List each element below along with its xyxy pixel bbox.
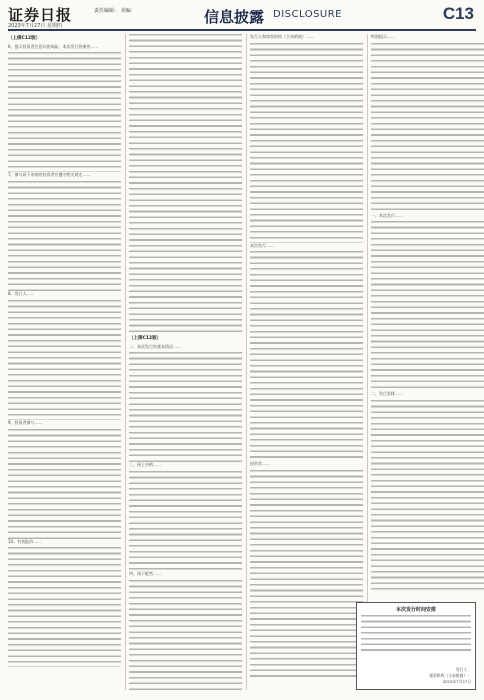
notice-title: 本次发行时间安排	[395, 607, 436, 613]
text-block	[250, 43, 363, 243]
paragraph: 一、本次发行……	[371, 212, 403, 218]
issue-date: 2023年7月27日 星期四	[8, 23, 62, 29]
text-block	[8, 181, 121, 291]
underwriter-line: 保荐机构（主承销商）：	[429, 673, 471, 678]
notice-date: 2023年7月27日	[442, 679, 471, 684]
article-column-1	[8, 34, 121, 690]
paragraph: 二、发行安排……	[371, 391, 403, 397]
paragraph: 7、参与网下申购的投资者应遵守相关规定……	[8, 172, 91, 178]
text-block	[250, 251, 363, 461]
paragraph: 10、有效报价……	[8, 538, 42, 544]
paragraph: 8、发行人……	[8, 291, 35, 297]
text-block	[8, 547, 121, 667]
paragraph: 发行人和保荐机构（主承销商）……	[250, 34, 314, 39]
paragraph: 本次发行……	[250, 242, 274, 248]
article-column-4	[371, 34, 484, 594]
text-block	[129, 580, 242, 690]
text-block	[8, 52, 121, 172]
column-divider	[246, 34, 247, 690]
column-heading: （上接C12版）	[8, 36, 41, 41]
notice-signature	[429, 667, 471, 685]
paragraph: 6、提示投资者注意认购风险。本次发行的债券……	[8, 43, 99, 49]
paragraph: 二、本次发行的基本情况……	[129, 343, 181, 349]
article-columns	[8, 34, 476, 690]
section-title-en: DISCLOSURE	[273, 9, 342, 20]
column-divider	[367, 34, 368, 690]
newspaper-logo: 证券日报	[8, 6, 73, 24]
issuer-line: 发行人：	[455, 667, 471, 672]
paragraph: 特别提示……	[371, 34, 395, 39]
text-block	[250, 470, 363, 680]
article-column-3	[250, 34, 363, 690]
paragraph: 三、网上申购……	[129, 462, 161, 468]
article-column-2	[129, 34, 242, 690]
column-heading: （上接C12版）	[129, 336, 162, 341]
text-block	[371, 43, 484, 213]
text-block	[371, 400, 484, 590]
paragraph: 9、投资者参与……	[8, 419, 43, 425]
paragraph: 投资者……	[250, 461, 270, 467]
column-divider	[125, 34, 126, 690]
section-title: 信息披露	[204, 8, 265, 26]
paragraph: 四、网下配售……	[129, 571, 161, 577]
text-block	[371, 221, 484, 391]
text-block	[129, 34, 242, 334]
notice-table-lines	[361, 615, 471, 655]
editor-info: 责任编辑： 美编：	[94, 8, 136, 14]
page-number: C13	[442, 4, 474, 23]
masthead	[8, 4, 476, 28]
text-block	[129, 352, 242, 462]
text-block	[129, 471, 242, 571]
text-block	[8, 300, 121, 420]
text-block	[8, 429, 121, 539]
masthead-rule	[8, 29, 476, 31]
schedule-notice-box	[356, 602, 476, 690]
